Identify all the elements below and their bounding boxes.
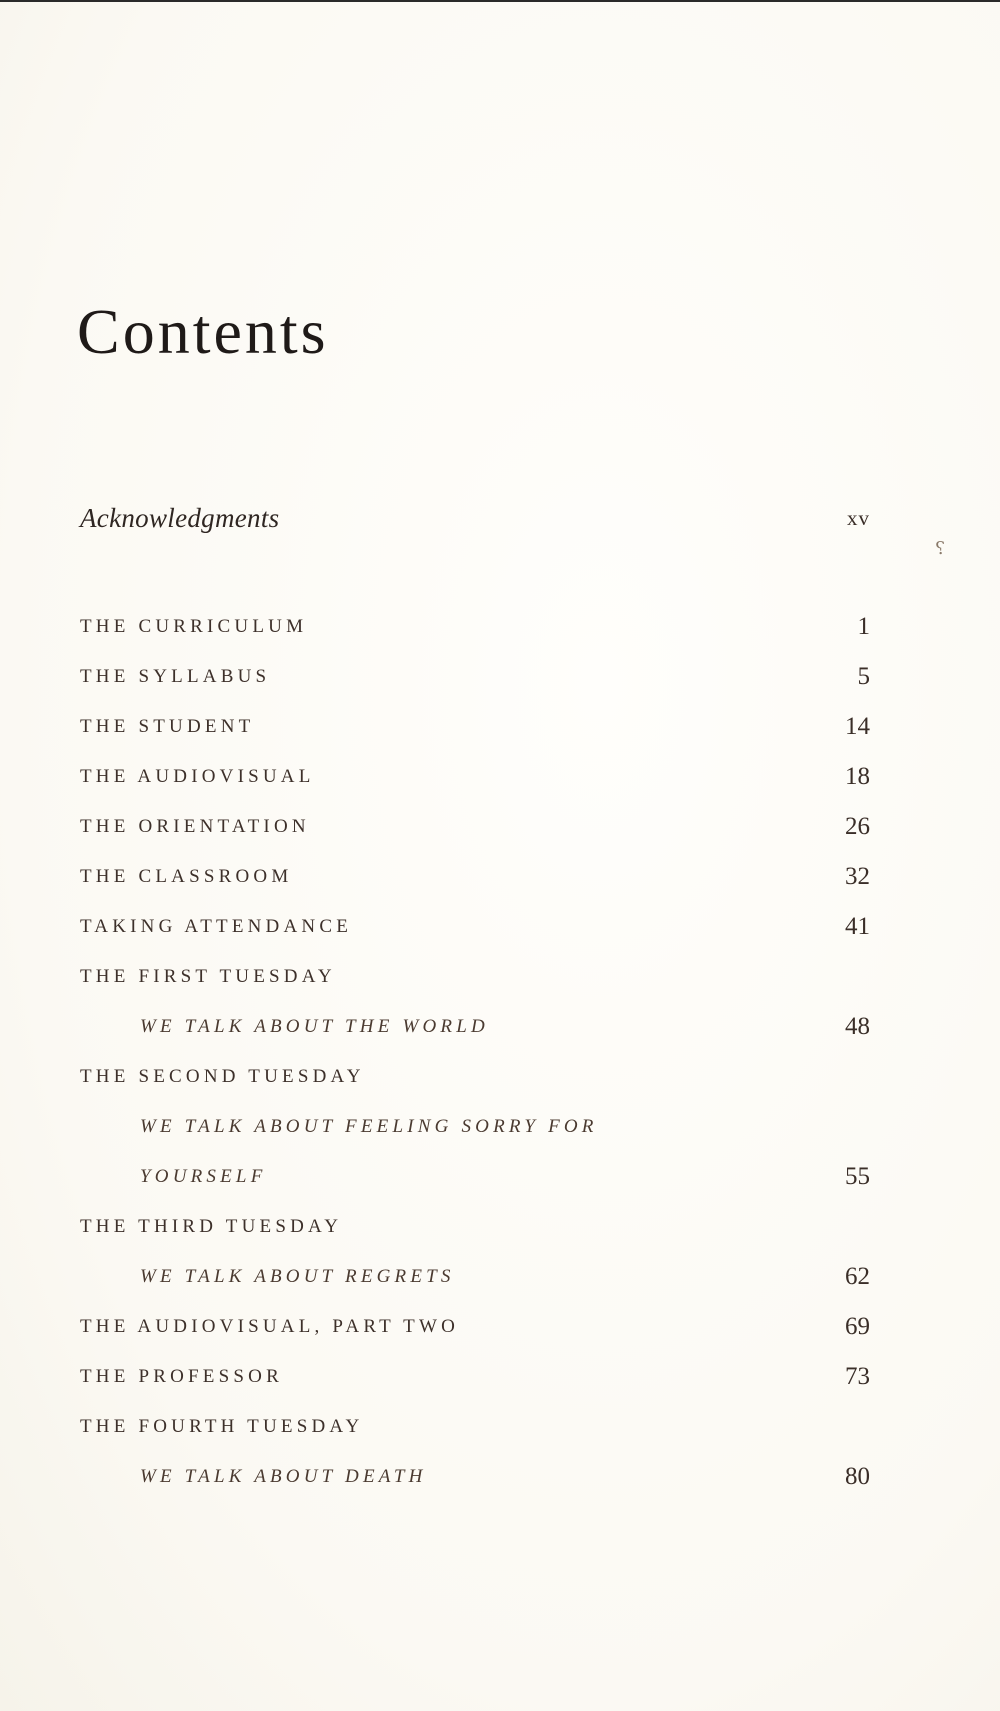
toc-subentry	[80, 1460, 870, 1494]
toc-entry-acknowledgments	[80, 501, 870, 535]
toc-entry	[80, 710, 870, 744]
toc-entry-page: 69	[845, 1313, 870, 1340]
toc-entry-label: THE THIRD TUESDAY	[80, 1216, 343, 1237]
toc-entry-page: 62	[845, 1263, 870, 1290]
toc-entry-label: THE SYLLABUS	[80, 666, 271, 687]
toc-entry	[80, 760, 870, 794]
toc-entry-label: WE TALK ABOUT FEELING SORRY FOR	[140, 1116, 598, 1137]
toc-entry-label: THE STUDENT	[80, 716, 255, 737]
toc-entry-page: 26	[845, 813, 870, 840]
toc-entry-label: THE SECOND TUESDAY	[80, 1066, 365, 1087]
page-title: Contents	[77, 296, 329, 367]
toc-entry-page: 80	[845, 1463, 870, 1490]
toc-entry-label: Acknowledgments	[80, 503, 280, 533]
toc-entry	[80, 1060, 870, 1094]
toc-entry-label: WE TALK ABOUT THE WORLD	[140, 1016, 489, 1037]
toc-entry	[80, 1210, 870, 1244]
toc-entry-label: THE AUDIOVISUAL, PART TWO	[80, 1316, 460, 1337]
toc-entry-label: WE TALK ABOUT DEATH	[140, 1466, 427, 1487]
stray-mark: ⸮	[935, 538, 945, 558]
toc-entry	[80, 910, 870, 944]
toc-entry	[80, 1360, 870, 1394]
toc-entry-label: THE ORIENTATION	[80, 816, 310, 837]
toc-entry-page: 5	[857, 663, 870, 690]
toc-entry	[80, 860, 870, 894]
toc-entry	[80, 610, 870, 644]
toc-subentry	[80, 1010, 870, 1044]
toc-entry-page: 73	[845, 1363, 870, 1390]
table-of-contents	[80, 0, 870, 1711]
toc-entry-label: THE CURRICULUM	[80, 616, 308, 637]
toc-entry-label: TAKING ATTENDANCE	[80, 916, 352, 937]
toc-subentry	[80, 1160, 870, 1194]
toc-entry-page: 32	[845, 863, 870, 890]
toc-entry-label: THE FOURTH TUESDAY	[80, 1416, 364, 1437]
toc-entry-page: 18	[845, 763, 870, 790]
toc-subentry	[80, 1110, 870, 1144]
toc-subentry	[80, 1260, 870, 1294]
toc-entry-page: 55	[845, 1163, 870, 1190]
toc-entry-label: THE AUDIOVISUAL	[80, 766, 315, 787]
toc-entry	[80, 1410, 870, 1444]
toc-entry	[80, 660, 870, 694]
toc-entry-label: THE FIRST TUESDAY	[80, 966, 336, 987]
toc-entry-page: 1	[857, 613, 870, 640]
toc-entry-label: WE TALK ABOUT REGRETS	[140, 1266, 455, 1287]
toc-entry-page: 14	[845, 713, 870, 740]
toc-entry-page: 48	[845, 1013, 870, 1040]
toc-entry	[80, 960, 870, 994]
toc-entry	[80, 810, 870, 844]
toc-entry-label: THE PROFESSOR	[80, 1366, 283, 1387]
toc-entry-label: THE CLASSROOM	[80, 866, 293, 887]
toc-entry-label: YOURSELF	[140, 1166, 267, 1187]
toc-entry	[80, 1310, 870, 1344]
toc-entry-page: 41	[845, 913, 870, 940]
toc-entry-page: xv	[847, 506, 870, 530]
